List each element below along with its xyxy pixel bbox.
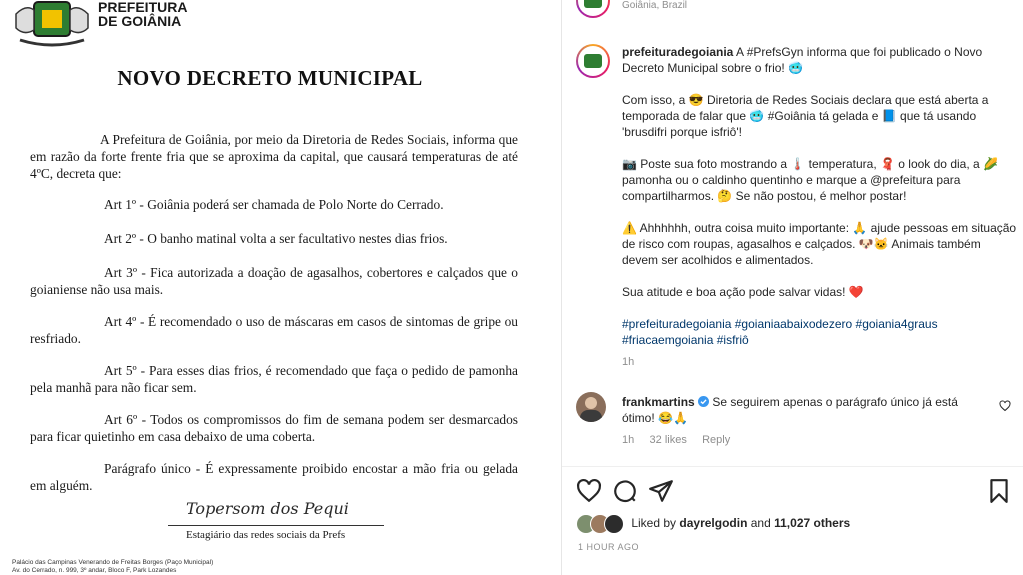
post-caption — [622, 44, 1017, 370]
decree-article-6: Art 6º - Todos os compromissos do fim de semana podem ser desmarcados para ficar quietinho em casa debaixo de uma coberta. — [30, 412, 518, 444]
document-footer-address — [12, 559, 213, 575]
caption-text-1: A #PrefsGyn informa que foi publicado o Novo Decreto Municipal sobre o frio! 🥶 — [622, 45, 983, 75]
comment-age: 1h — [622, 434, 635, 446]
decree-title: NOVO DECRETO MUNICIPAL — [117, 66, 423, 90]
caption-paragraph-3: 📷 Poste sua foto mostrando a 🌡️ temperatura, 🧣 o look do dia, a 🌽 pamonha ou o caldinho quentinho e marque a @prefeitura para compartilharmos. 🤔 Se não postou, é melhor postar! — [622, 157, 998, 203]
comment-username[interactable]: frankmartins — [622, 395, 695, 409]
decree-article-2: Art 2º - O banho matinal volta a ser facultativo nestes dias frios. — [104, 231, 448, 246]
comment-like-heart-icon[interactable] — [999, 400, 1011, 412]
bookmark-icon[interactable] — [986, 478, 1012, 504]
comment-icon[interactable] — [612, 478, 638, 504]
liked-by-row — [576, 514, 850, 534]
comment — [622, 394, 992, 448]
decree-sole-paragraph: Parágrafo único - É expressamente proibido encostar a mão fria ou gelada em alguém. — [30, 461, 518, 493]
liked-by-count[interactable]: 11,027 others — [774, 516, 851, 531]
caption-paragraph-2: Com isso, a 😎 Diretoria de Redes Sociais declara que está aberta a temporada de falar que 🥶 #Goiânia tá gelada e 📘 que tá usando 'brusdifri porque isfriô'! — [622, 93, 989, 139]
signature-script: Topersom dos Pequi — [186, 499, 349, 518]
post-location[interactable]: Goiânia, Brazil — [622, 0, 688, 11]
share-icon[interactable] — [648, 478, 674, 504]
liked-by-prefix: Liked by — [631, 516, 677, 531]
comment-text: Se seguirem apenas o parágrafo único já está ótimo! 😂🙏 — [622, 395, 958, 425]
verified-badge-icon — [698, 396, 709, 407]
prefeitura-logo-text — [98, 0, 187, 28]
comment-likes[interactable]: 32 likes — [649, 434, 687, 446]
decree-article-5: Art 5º - Para esses dias frios, é recomendado que faça o pedido de pamonha pela manhã para não ficar sem. — [30, 363, 518, 395]
comment-meta — [622, 432, 992, 448]
logo-line-1: PREFEITURA — [98, 0, 188, 15]
caption-age: 1h — [622, 356, 635, 368]
caption-author-avatar[interactable] — [576, 44, 610, 78]
liked-by-avatars — [576, 514, 628, 534]
decree-intro: A Prefeitura de Goiânia, por meio da Diretoria de Redes Sociais, informa que em razão da forte frente fria que se aproxima da capital, que causará temperaturas de até 4ºC, decreta que: — [30, 132, 518, 181]
liked-by-user[interactable]: dayrelgodin — [679, 516, 748, 531]
footer-line-2: Av. do Cerrado, n. 999, 3º andar, Bloco F, Park Lozandes — [12, 567, 177, 574]
signature-line — [168, 525, 384, 526]
liked-by-and: and — [750, 516, 771, 531]
comment-body — [622, 394, 992, 426]
post-action-bar — [576, 478, 1016, 504]
decree-article-4: Art 4º - É recomendado o uso de máscaras em casos de sintomas de gripe ou resfriado. — [30, 314, 518, 346]
logo-line-2: DE GOIÂNIA — [98, 13, 182, 29]
caption-paragraph-5: Sua atitude e boa ação pode salvar vidas! ❤️ — [622, 285, 864, 299]
caption-paragraph-4: ⚠️ Ahhhhhh, outra coisa muito importante: 🙏 ajude pessoas em situação de risco com roupas, agasalhos e calçados. 🐶🐱 Animais também devem ser acolhidos e alimentados. — [622, 221, 1017, 267]
caption-username[interactable]: prefeituradegoiania — [622, 45, 734, 59]
actions-divider — [562, 466, 1023, 467]
commenter-avatar[interactable] — [576, 392, 606, 422]
caption-paragraph-1 — [622, 44, 1017, 76]
decree-article-1: Art 1º - Goiânia poderá ser chamada de Polo Norte do Cerrado. — [104, 197, 444, 212]
like-heart-icon[interactable] — [576, 478, 602, 504]
caption-hashtags[interactable]: #prefeituradegoiania #goianiaabaixodezero #goiania4graus #friacaemgoiania #isfriô — [622, 317, 938, 347]
goiania-coat-of-arms-logo — [12, 0, 92, 48]
reply-button[interactable]: Reply — [702, 434, 731, 446]
decree-article-3: Art 3º - Fica autorizada a doação de agasalhos, cobertores e calçados que o goianiense não usa mais. — [30, 265, 518, 297]
signature-caption: Estagiário das redes sociais da Prefs — [186, 529, 346, 541]
footer-line-1: Palácio das Campinas Venerando de Freitas Borges (Paço Municipal) — [12, 559, 214, 566]
post-time-ago[interactable]: 1 HOUR AGO — [578, 542, 640, 552]
